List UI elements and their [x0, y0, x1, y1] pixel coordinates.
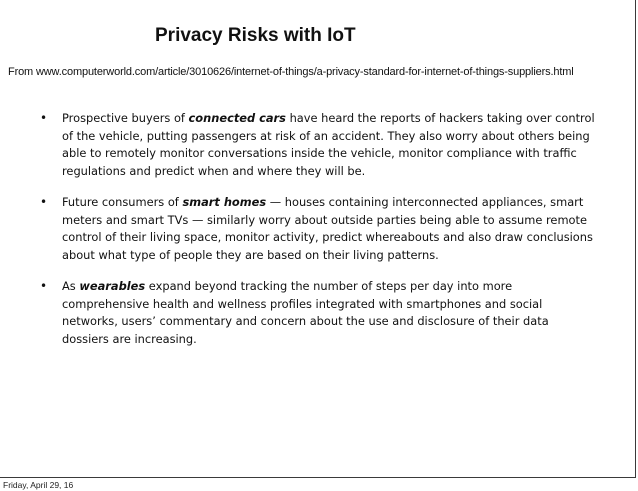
bullet-marker: • — [40, 111, 48, 125]
bullet-list — [38, 110, 598, 362]
source-citation: From www.computerworld.com/article/3010626/internet-of-things/a-privacy-standard-for-internet-of-things-suppliers.html — [8, 66, 574, 78]
bullet-item-wearables — [38, 278, 598, 348]
bullet-emphasis: wearables — [79, 279, 146, 293]
bullet-text-after: have heard the reports of hackers taking over control of the vehicle, putting passengers at risk of an accident. They also worry about others being able to remotely monitor conversations inside the vehicle, monitor compliance with traffic regulations and predict when and where they will be. — [62, 111, 595, 178]
bullet-text-before: Prospective buyers of — [62, 111, 189, 125]
slide-title: Privacy Risks with IoT — [155, 25, 356, 46]
bullet-marker: • — [40, 279, 48, 293]
bullet-text-before: Future consumers of — [62, 195, 183, 209]
bullet-emphasis: connected cars — [188, 111, 286, 125]
bullet-item-connected-cars — [38, 110, 598, 180]
bullet-text-before: As — [62, 279, 80, 293]
bullet-emphasis: smart homes — [182, 195, 267, 209]
footer-date: Friday, April 29, 16 — [3, 480, 74, 490]
bullet-text-after: — houses containing interconnected appliances, smart meters and smart TVs — similarly worry about outside parties being able to assume remote control of their living space, monitor activity, predict whereabouts and also draw conclusions about what type of people they are based on their living patterns. — [62, 195, 593, 262]
bullet-item-smart-homes — [38, 194, 598, 264]
bullet-text-after: expand beyond tracking the number of steps per day into more comprehensive health and wellness profiles integrated with smartphones and social networks, users’ commentary and concern about the use and disclosure of their data dossiers are increasing. — [62, 279, 549, 346]
bullet-marker: • — [40, 195, 48, 209]
